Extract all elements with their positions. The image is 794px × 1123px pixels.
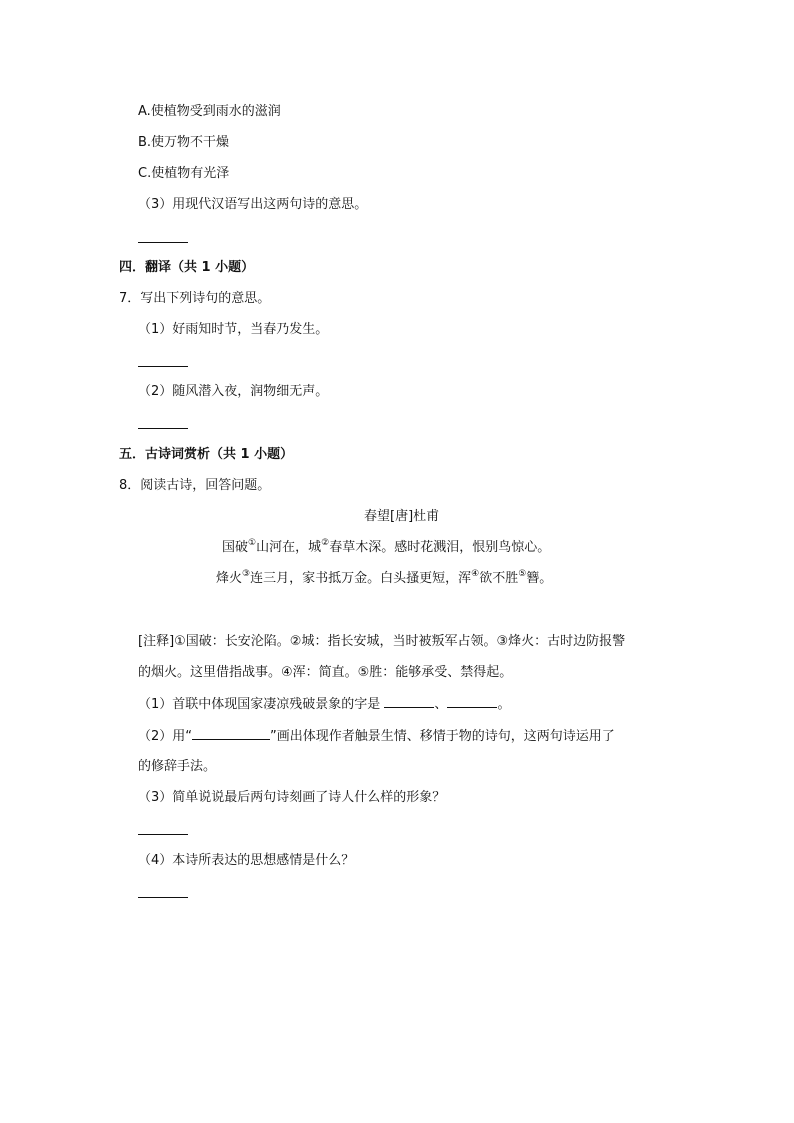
poem-title: 春望[唐]杜甫 <box>364 509 440 524</box>
note-marker: ④ <box>471 569 480 579</box>
notes-line-2: 的烟火。这里借指战事。④浑：简直。⑤胜：能够承受、禁得起。 <box>138 665 513 680</box>
notes-line-1: [注释]①国破：长安沦陷。②城：指长安城，当时被叛军占领。③烽火：古时边防报警 <box>138 634 626 649</box>
q7-stem: 7．写出下列诗句的意思。 <box>119 291 271 306</box>
poem-line-2: 烽火③连三月，家书抵万金。白头搔更短，浑④欲不胜⑤簪。 <box>216 569 553 586</box>
q6-sub3: （3）用现代汉语写出这两句诗的意思。 <box>138 197 368 212</box>
option-a: A.使植物受到雨水的滋润 <box>138 104 281 119</box>
answer-blank <box>138 897 188 898</box>
note-marker: ① <box>248 538 257 548</box>
q8-sub1: （1）首联中体现国家凄凉残破景象的字是 、 。 <box>138 697 511 712</box>
answer-blank <box>138 242 188 243</box>
option-c: C.使植物有光泽 <box>138 166 230 181</box>
poem-line-1: 国破①山河在，城②春草木深。感时花溅泪，恨别鸟惊心。 <box>222 538 551 555</box>
q8-sub3: （3）简单说说最后两句诗刻画了诗人什么样的形象？ <box>138 790 446 805</box>
fill-blank <box>192 727 270 740</box>
q8-stem: 8．阅读古诗，回答问题。 <box>119 478 271 493</box>
section-5-heading: 五．古诗词赏析（共 1 小题） <box>119 447 294 462</box>
q7-sub1: （1）好雨知时节，当春乃发生。 <box>138 322 329 337</box>
fill-blank <box>384 695 434 708</box>
q8-sub4: （4）本诗所表达的思想感情是什么？ <box>138 853 355 868</box>
note-marker: ② <box>321 538 330 548</box>
section-4-heading: 四．翻译（共 1 小题） <box>119 260 255 275</box>
answer-blank <box>138 834 188 835</box>
option-b: B.使万物不干燥 <box>138 135 230 150</box>
q7-sub2: （2）随风潜入夜，润物细无声。 <box>138 384 329 399</box>
note-marker: ⑤ <box>518 569 527 579</box>
answer-blank <box>138 366 188 367</box>
q8-sub2-cont: 的修辞手法。 <box>138 759 217 774</box>
q8-sub2: （2）用“ ”画出体现作者触景生情、移情于物的诗句，这两句诗运用了 <box>138 729 615 744</box>
note-marker: ③ <box>242 569 251 579</box>
fill-blank <box>447 695 497 708</box>
answer-blank <box>138 428 188 429</box>
